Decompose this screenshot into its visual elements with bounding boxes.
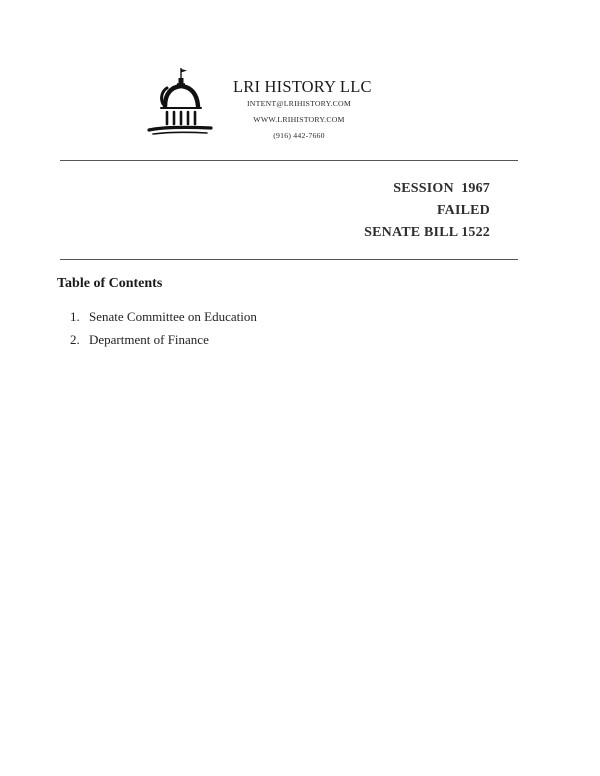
toc-list (70, 309, 257, 355)
session-label: SESSION 1967 (393, 181, 490, 196)
toc-item-number: 1. (70, 309, 80, 324)
company-name: LRI HISTORY LLC (233, 77, 372, 96)
contact-website: WWW.LRIHISTORY.COM (253, 115, 345, 124)
bill-number: SENATE BILL 1522 (364, 225, 490, 240)
toc-heading: Table of Contents (57, 276, 163, 291)
capitol-dome-icon (143, 64, 215, 140)
bill-divider (60, 259, 518, 260)
toc-item-department-finance[interactable] (70, 332, 257, 355)
toc-item-senate-committee[interactable] (70, 309, 257, 332)
toc-item-number: 2. (70, 332, 80, 347)
toc-item-label: Department of Finance (89, 332, 209, 347)
header-divider (60, 160, 518, 161)
contact-email: INTENT@LRIHISTORY.COM (246, 99, 351, 108)
bill-status: FAILED (436, 203, 490, 218)
contact-phone: (916) 442-7660 (273, 131, 325, 140)
toc-item-label: Senate Committee on Education (89, 309, 257, 324)
